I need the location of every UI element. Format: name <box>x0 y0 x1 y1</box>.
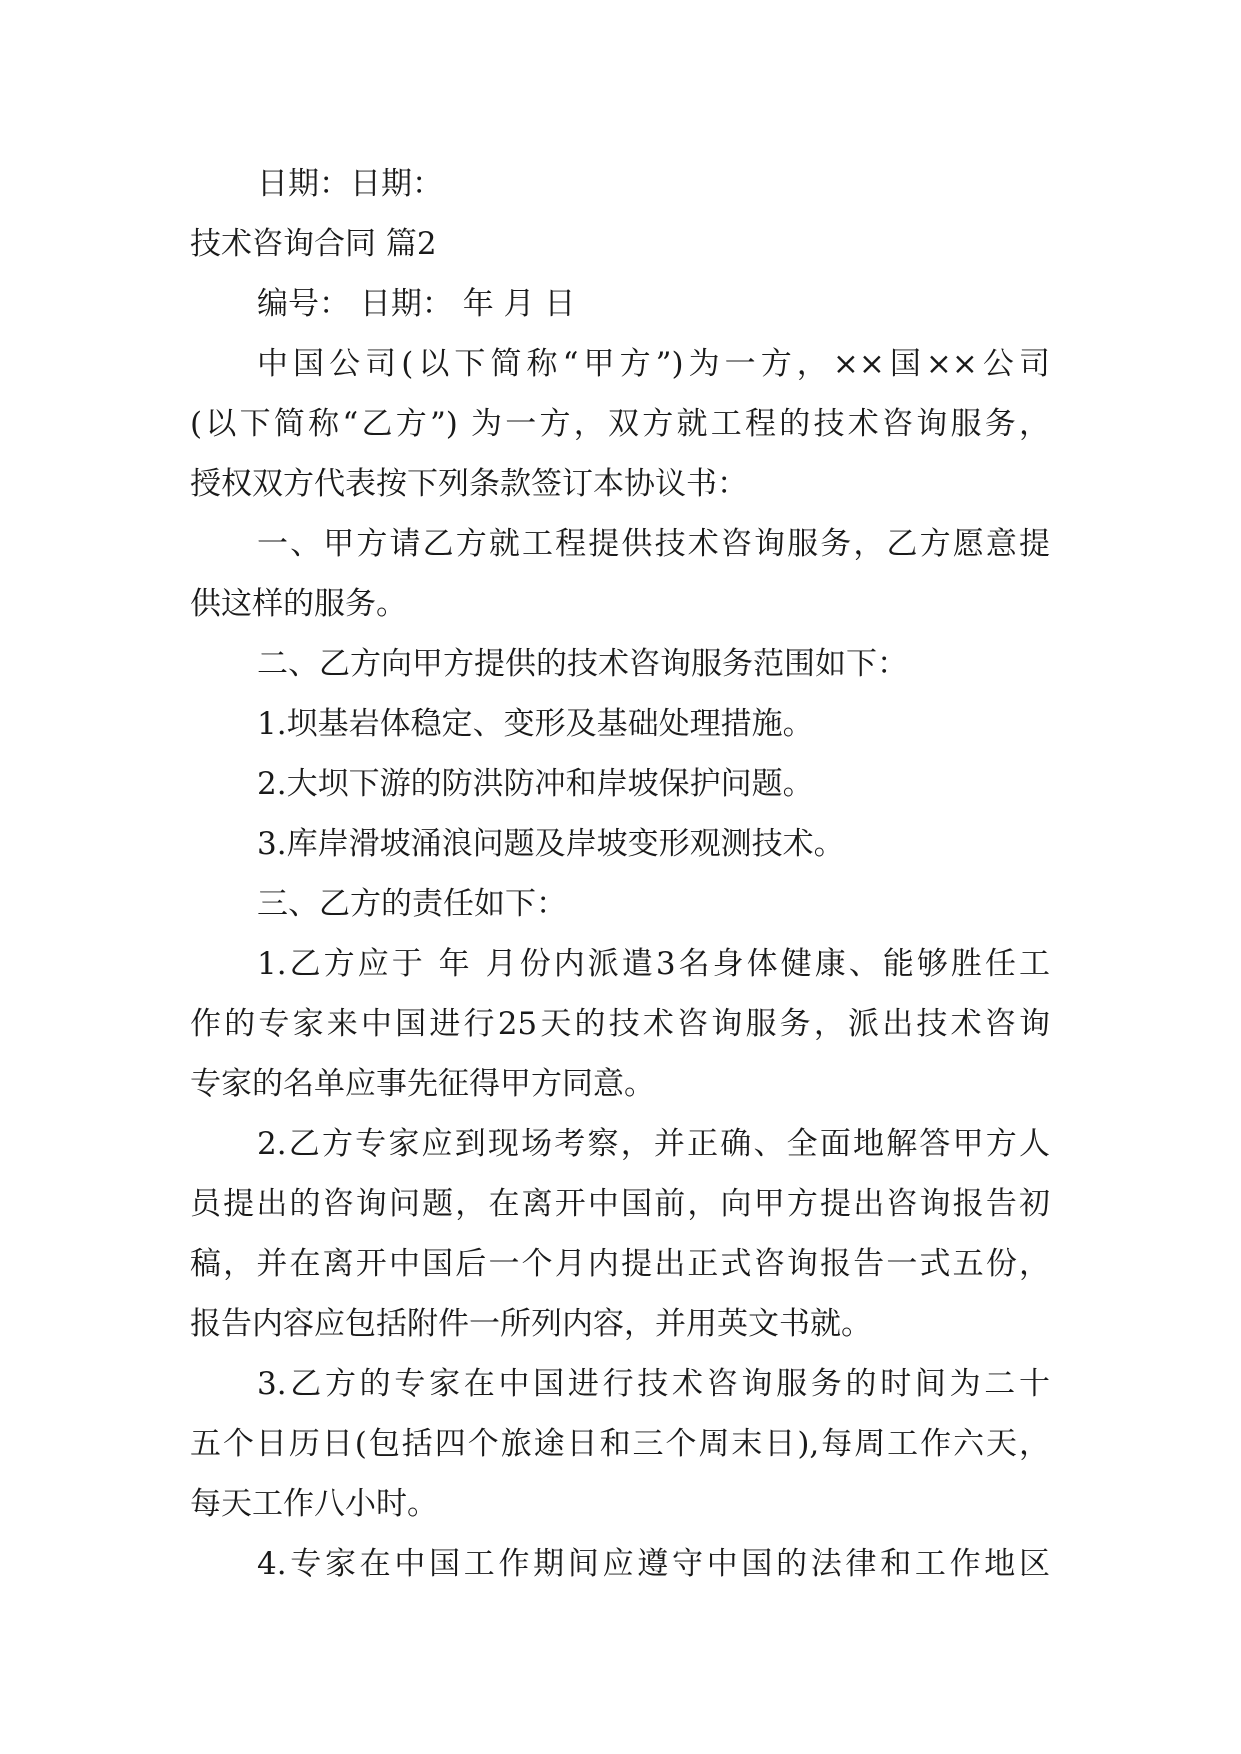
paragraph-line: 作的专家来中国进行25天的技术咨询服务，派出技术咨询 <box>190 1006 1050 1042</box>
list-item: 3.库岸滑坡涌浪问题及岸坡变形观测技术。 <box>257 826 845 862</box>
list-item: 2.大坝下游的防洪防冲和岸坡保护问题。 <box>257 766 814 802</box>
number-date-line: 编号： 日期： 年 月 日 <box>257 286 576 322</box>
signature-date-line: 日期：日期： <box>257 166 443 202</box>
paragraph-line: 供这样的服务。 <box>190 586 407 622</box>
section-heading: 二、乙方向甲方提供的技术咨询服务范围如下： <box>257 646 908 682</box>
paragraph-line: 每天工作八小时。 <box>190 1486 438 1522</box>
paragraph-line: 稿，并在离开中国后一个月内提出正式咨询报告一式五份， <box>190 1246 1050 1282</box>
paragraph-line: 一、甲方请乙方就工程提供技术咨询服务，乙方愿意提 <box>257 526 1050 562</box>
paragraph-line: 五个日历日(包括四个旅途日和三个周末日),每周工作六天， <box>190 1426 1050 1462</box>
paragraph-line: 4.专家在中国工作期间应遵守中国的法律和工作地区 <box>257 1546 1050 1582</box>
paragraph-line: 员提出的咨询问题，在离开中国前，向甲方提出咨询报告初 <box>190 1186 1050 1222</box>
paragraph-line: 1.乙方应于 年 月份内派遣3名身体健康、能够胜任工 <box>257 946 1050 982</box>
paragraph-line: 2.乙方专家应到现场考察，并正确、全面地解答甲方人 <box>257 1126 1050 1162</box>
list-item: 1.坝基岩体稳定、变形及基础处理措施。 <box>257 706 814 742</box>
paragraph-line: 专家的名单应事先征得甲方同意。 <box>190 1066 655 1102</box>
paragraph-line: 中国公司(以下简称“甲方”)为一方，××国××公司 <box>257 346 1050 382</box>
paragraph-line: 授权双方代表按下列条款签订本协议书： <box>190 466 748 502</box>
contract-heading: 技术咨询合同 篇2 <box>190 226 437 262</box>
paragraph-line: 3.乙方的专家在中国进行技术咨询服务的时间为二十 <box>257 1366 1050 1402</box>
section-heading: 三、乙方的责任如下： <box>257 886 567 922</box>
paragraph-line: 报告内容应包括附件一所列内容，并用英文书就。 <box>190 1306 872 1342</box>
paragraph-line: (以下简称“乙方”) 为一方，双方就工程的技术咨询服务， <box>190 406 1050 442</box>
